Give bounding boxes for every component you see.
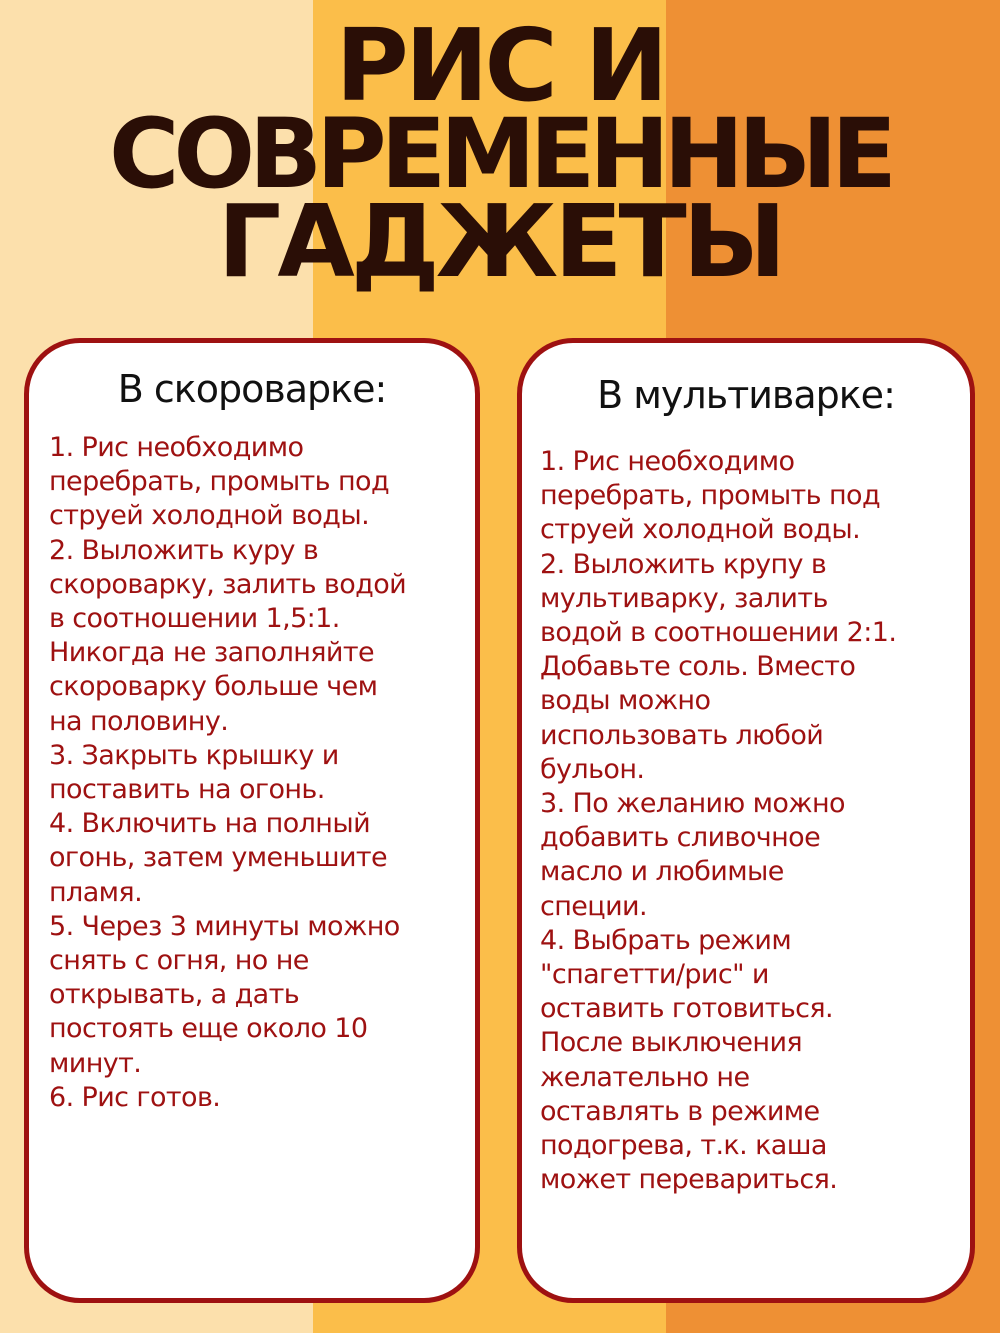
multicooker-instructions: 1. Рис необходимо перебрать, промыть под струей холодной воды. 2. Выложить крупу в мультиварку, залить водой в соотношении 2:1. Добавьте соль. Вместо воды можно использовать любой бульон. 3. По желанию можно добавить сливочное масло и любимые специи. 4. Выбрать режим "спагетти/рис" и оставить готовиться. После выключения желательно не оставлять в режиме подогрева, т.к. каша может перевариться. bbox=[540, 446, 897, 1196]
title-line-2: СОВРЕМЕННЫЕ bbox=[108, 98, 891, 210]
pressure-cooker-heading: В скороварке: bbox=[117, 367, 387, 411]
pressure-cooker-instructions: 1. Рис необходимо перебрать, промыть под струей холодной воды. 2. Выложить куру в скороварку, залить водой в соотношении 1,5:1. Никогда не заполняйте скороварку больше чем на половину. 3. Закрыть крышку и поставить на огонь. 4. Включить на полный огонь, затем уменьшите пламя. 5. Через 3 минуты можно снять с огня, но не открывать, а дать постоять еще около 10 минут. 6. Рис готов. bbox=[49, 432, 407, 1113]
pressure-cooker-card bbox=[24, 338, 480, 1303]
multicooker-heading: В мультиварке: bbox=[597, 373, 895, 417]
page-title bbox=[0, 7, 1000, 300]
multicooker-card bbox=[517, 338, 975, 1303]
title-line-1: РИС И bbox=[335, 7, 665, 124]
title-line-3: ГАДЖЕТЫ bbox=[217, 183, 783, 300]
